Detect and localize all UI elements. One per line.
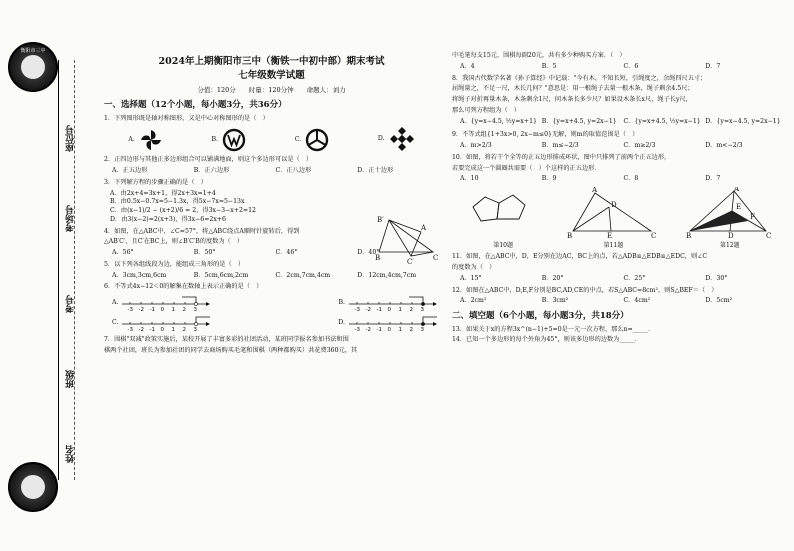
option-b: B．50°	[193, 249, 216, 256]
svg-text:B: B	[375, 253, 381, 262]
option-label: C.	[294, 136, 302, 144]
tick-label: 3	[193, 307, 198, 312]
option-d: D．m<−2/3	[705, 142, 743, 149]
q3-option-d: D．由3(x−2)=2(x+3)，得3x−6=2x+6	[110, 215, 226, 223]
section-1-heading: 一、选择题（12个小题，每小题3分，共36分）	[104, 99, 287, 110]
tick-label: -1	[376, 307, 382, 312]
left-column	[104, 52, 439, 358]
option-a: A．15°	[460, 274, 482, 282]
q1-option-c	[295, 128, 329, 152]
axis-arrow-icon	[206, 322, 210, 326]
class-label: 班级	[66, 370, 76, 388]
question-10: 10．如图，将若干个全等的正五边形排成环状，图中只排列了前两个正五边形，	[452, 153, 671, 161]
svg-text:A: A	[421, 223, 427, 232]
option-d: D．{y=x−4.5, y=2x−1}	[705, 117, 781, 125]
q1-figures	[104, 126, 439, 152]
tick-label: 0	[387, 327, 391, 332]
right-column	[452, 52, 787, 347]
q4-triangle-figure	[375, 214, 439, 264]
mercedes-logo-icon	[305, 128, 329, 152]
seal-center	[21, 475, 45, 499]
seal-text: 衡阳市三中	[20, 48, 46, 54]
tick-label: -2	[365, 307, 371, 312]
option-label: C.	[112, 319, 119, 327]
option-d: D．7	[705, 175, 721, 183]
endpoint-dot	[421, 322, 424, 325]
tick-label: 0	[387, 307, 391, 312]
option-a: A．10	[460, 175, 479, 183]
q6-option-b	[338, 294, 439, 312]
figure-11	[567, 187, 659, 249]
figure-10-caption: 第10题	[493, 241, 513, 249]
q6-option-d	[338, 314, 439, 332]
svg-text:B: B	[685, 232, 691, 239]
exam-subtitle: 七年级数学试题	[238, 69, 305, 81]
option-c: C．46°	[275, 249, 298, 256]
option-a: A．正五边形	[112, 167, 148, 174]
question-8-line3: 将绳子对折再量木条，木条剩余1尺，问木条长多少尺？如果设木条长x尺，绳子长y尺，	[452, 96, 692, 103]
school-seal-bottom	[8, 462, 58, 512]
pentagons-figure	[465, 187, 541, 239]
svg-text:D: D	[727, 232, 734, 239]
q5-options	[104, 272, 439, 280]
question-10-line2: 若要完成这一个圆圈共需要（ ）个这样的正五边形．	[452, 164, 601, 172]
option-label: B.	[211, 136, 218, 144]
exam-room-label: 考场号	[66, 205, 76, 232]
q12-options	[452, 297, 787, 305]
cut-line	[74, 60, 75, 480]
option-d: D．12cm,4cm,7cm	[357, 271, 417, 279]
school-seal-top	[8, 42, 58, 92]
option-c: C．8	[623, 175, 639, 183]
question-1: 1．下列图形既是轴对称图形，又是中心对称图形的是（ ）	[104, 114, 269, 122]
question-11-line2: 的度数为（ ）	[452, 264, 496, 271]
option-b: B．9	[541, 175, 557, 183]
question-13: 13．如果关于x的方程3x^(n−1)+5=0是一元一次方程，那么n=_____．	[452, 325, 655, 333]
option-b: B．5	[541, 62, 557, 70]
option-c: C．2cm,7cm,4cm	[275, 271, 331, 279]
tick-label: -2	[138, 307, 145, 312]
tick-label: 3	[420, 307, 424, 312]
option-c: C．4cm²	[623, 297, 651, 305]
question-7-line2: 棋两个社团，班长为参加社团的同学去商场购买毛笔和围棋（两种都购买）共花费360元，其	[104, 346, 358, 354]
q6-row-2	[112, 314, 439, 332]
option-label: B.	[338, 299, 345, 307]
figure-11-caption: 第11题	[603, 241, 624, 249]
tick-label: -3	[127, 307, 134, 312]
question-11: 11．如图，在△ABC中，D，E分别在边AC，BC上的点，若△ADB≌△EDB≌△EDC，则∠C	[452, 253, 708, 261]
option-b: B．m≤−2/3	[541, 142, 579, 149]
option-b: B．3cm²	[541, 297, 569, 305]
number-line-icon	[120, 294, 212, 312]
q9-options	[452, 142, 787, 150]
option-d: D．5cm²	[705, 297, 733, 305]
question-9: 9．不等式组{1+3x>0, 2x−m≤0}无解，则m的取值范围是（ ）	[452, 131, 639, 139]
seal-center	[21, 55, 45, 79]
question-8: 8．我国古代数学名著《孙子算经》中记载："今有木，不知长短，引绳度之，余绳四尺五寸；	[452, 74, 707, 82]
tick-label: -3	[127, 327, 134, 332]
tick-label: -2	[365, 327, 371, 332]
q6-option-c	[112, 314, 212, 332]
option-b: B．5cm,6cm,2cm	[193, 271, 249, 279]
number-line-icon	[347, 314, 439, 332]
tick-label: -2	[138, 327, 145, 332]
exam-title: 2024年上期衡阳市三中（衡铁一中初中部）期末考试	[158, 56, 385, 67]
axis-arrow-icon	[433, 322, 437, 326]
tick-label: 1	[398, 307, 402, 312]
endpoint-dot	[421, 302, 424, 305]
axis-arrow-icon	[433, 302, 437, 306]
q11-options	[452, 275, 787, 283]
svg-text:A: A	[733, 187, 739, 193]
binding-strip	[0, 0, 98, 551]
q10-options	[452, 175, 787, 183]
name-label: 姓名	[66, 445, 76, 463]
option-c: C．m≥2/3	[623, 142, 656, 149]
tick-label: 0	[160, 307, 165, 312]
diamond-cross-icon	[389, 126, 415, 152]
solution-ray	[182, 297, 196, 304]
exam-info: 分值：120分 时量：120分钟 命题人：刘力	[197, 85, 346, 94]
svg-text:E: E	[735, 203, 741, 211]
option-d: D．30°	[705, 274, 728, 282]
option-c: C．6	[623, 62, 639, 70]
q2-options	[104, 167, 439, 175]
question-8-line4: 那么可列方程组为（ ）	[452, 106, 521, 114]
endpoint-dot	[195, 302, 198, 305]
option-c: C．25°	[623, 274, 646, 282]
svg-text:A: A	[592, 187, 598, 194]
option-c: C．{y=x+4.5, ½y=x−1}	[623, 117, 701, 125]
option-c: C．正八边形	[275, 167, 312, 174]
solution-ray	[409, 297, 423, 304]
question-2: 2．正四边形与其他正多边形组合可以铺满地面，则这个多边形可以是（ ）	[104, 156, 313, 164]
triangle-11-figure	[567, 187, 659, 239]
option-a: A．2cm²	[460, 297, 487, 305]
svg-text:B′: B′	[377, 215, 384, 224]
q1-option-a	[128, 128, 162, 152]
option-a: A．4	[460, 62, 475, 70]
tick-label: 3	[193, 327, 198, 332]
question-14: 14．已知一个多边形的每个外角为45°，则该多边形的边数为_____．	[452, 336, 641, 344]
svg-text:E: E	[607, 232, 613, 239]
q3-option-a: A．由2x+4=3x+1，得2x+3x=1+4	[110, 189, 216, 197]
tick-label: -1	[149, 307, 156, 312]
svg-text:F: F	[749, 213, 755, 221]
option-label: D.	[338, 319, 345, 327]
option-a: A．56°	[112, 249, 134, 256]
q1-option-d	[378, 126, 415, 152]
number-line-icon	[120, 314, 212, 332]
seat-number-label: 座位号	[66, 125, 76, 152]
option-b: B．正六边形	[193, 167, 230, 174]
tick-label: 0	[160, 327, 165, 332]
figure-12	[686, 187, 774, 249]
option-label: A.	[112, 299, 119, 307]
question-3: 3．下列解方程的步骤正确的是（ ）	[104, 178, 207, 186]
tick-label: 2	[182, 327, 187, 332]
q6-option-a	[112, 294, 212, 312]
tick-label: 2	[409, 327, 413, 332]
option-label: A.	[128, 136, 135, 144]
endpoint-dot	[195, 322, 198, 325]
vw-logo-icon	[222, 128, 246, 152]
q1-option-b	[211, 128, 246, 152]
tick-label: 1	[398, 327, 402, 332]
option-b: B．{y=x+4.5, y=2x−1}	[541, 117, 617, 125]
svg-text:C: C	[651, 232, 657, 239]
section-2-heading: 二、填空题（6个小题，每小题3分，共18分）	[452, 311, 629, 321]
tick-label: 2	[409, 307, 413, 312]
q7-options	[452, 63, 787, 71]
q3-option-b: B．由0.5x−0.7x=5−1.3x，得5x−7x=5−13x	[110, 198, 245, 206]
option-d: D．40°	[357, 249, 380, 256]
number-line-icon	[347, 294, 439, 312]
tick-label: -3	[354, 307, 360, 312]
svg-text:C′: C′	[407, 257, 414, 264]
tick-label: 3	[420, 327, 424, 332]
svg-text:C: C	[765, 232, 772, 239]
option-d: D．正十边形	[357, 167, 394, 174]
figure-12-caption: 第12题	[719, 241, 740, 249]
q8-options	[452, 118, 787, 126]
question-7-continued: 中毛笔每支15元，围棋每副20元，共有多少种购买方案．（ ）	[452, 52, 626, 59]
q3-option-c: C．由(x−1)/2 − (x+2)/6 = 2，得3x−3−x+2=12	[110, 207, 256, 214]
question-5: 5．以下列各组线段为边，能组成三角形的是（ ）	[104, 260, 245, 268]
option-b: B．20°	[541, 274, 564, 282]
tick-label: -1	[376, 327, 382, 332]
tick-label: 1	[171, 327, 176, 332]
option-a: A．m>2/3	[460, 142, 492, 149]
question-7: 7．围棋"双减"政策实施后，某校开展了丰富多彩的社团活动，某班同学报名参加书法和围	[104, 336, 349, 343]
tick-label: -1	[149, 327, 156, 332]
option-label: D.	[377, 135, 385, 143]
option-d: D．7	[705, 62, 721, 70]
binding-line	[58, 60, 59, 480]
triangle-12-figure	[686, 187, 774, 239]
option-a: A．{y=x−4.5, ½y=x+1}	[460, 117, 537, 125]
question-8-line2: 屈绳量之，不足一尺，木长几何？"意思是：用一根绳子去量一根木条，绳子剩余4.5尺；	[452, 85, 694, 93]
svg-text:C: C	[433, 253, 439, 262]
tick-label: 1	[171, 307, 176, 312]
question-6: 6．不等式4x−12＜0的解集在数轴上表示正确的是（ ）	[104, 283, 263, 291]
exam-number-label: 考号	[66, 295, 76, 313]
question-4-line2: △AB′C′，且C′在BC上，则∠B′C′B的度数为（ ）	[104, 238, 244, 246]
figures-row	[452, 187, 787, 249]
tick-label: -3	[354, 327, 360, 332]
svg-text:B: B	[567, 232, 573, 239]
figure-10	[465, 187, 541, 249]
question-4: 4．如图，在△ABC中，∠C=57°，将△ABC绕点A顺时针旋转后，得到	[104, 227, 300, 235]
svg-text:D: D	[611, 201, 618, 209]
option-a: A．3cm,3cm,6cm	[112, 271, 167, 279]
question-12: 12．如图在△ABC中，D,E,F分别是BC,AD,CE的中点，若S△ABC=8cm²，则S△BEF＝（ ）	[452, 286, 718, 294]
pinwheel-icon	[139, 128, 163, 152]
q6-row-1	[112, 294, 439, 312]
tick-label: 2	[182, 307, 187, 312]
axis-arrow-icon	[206, 302, 210, 306]
